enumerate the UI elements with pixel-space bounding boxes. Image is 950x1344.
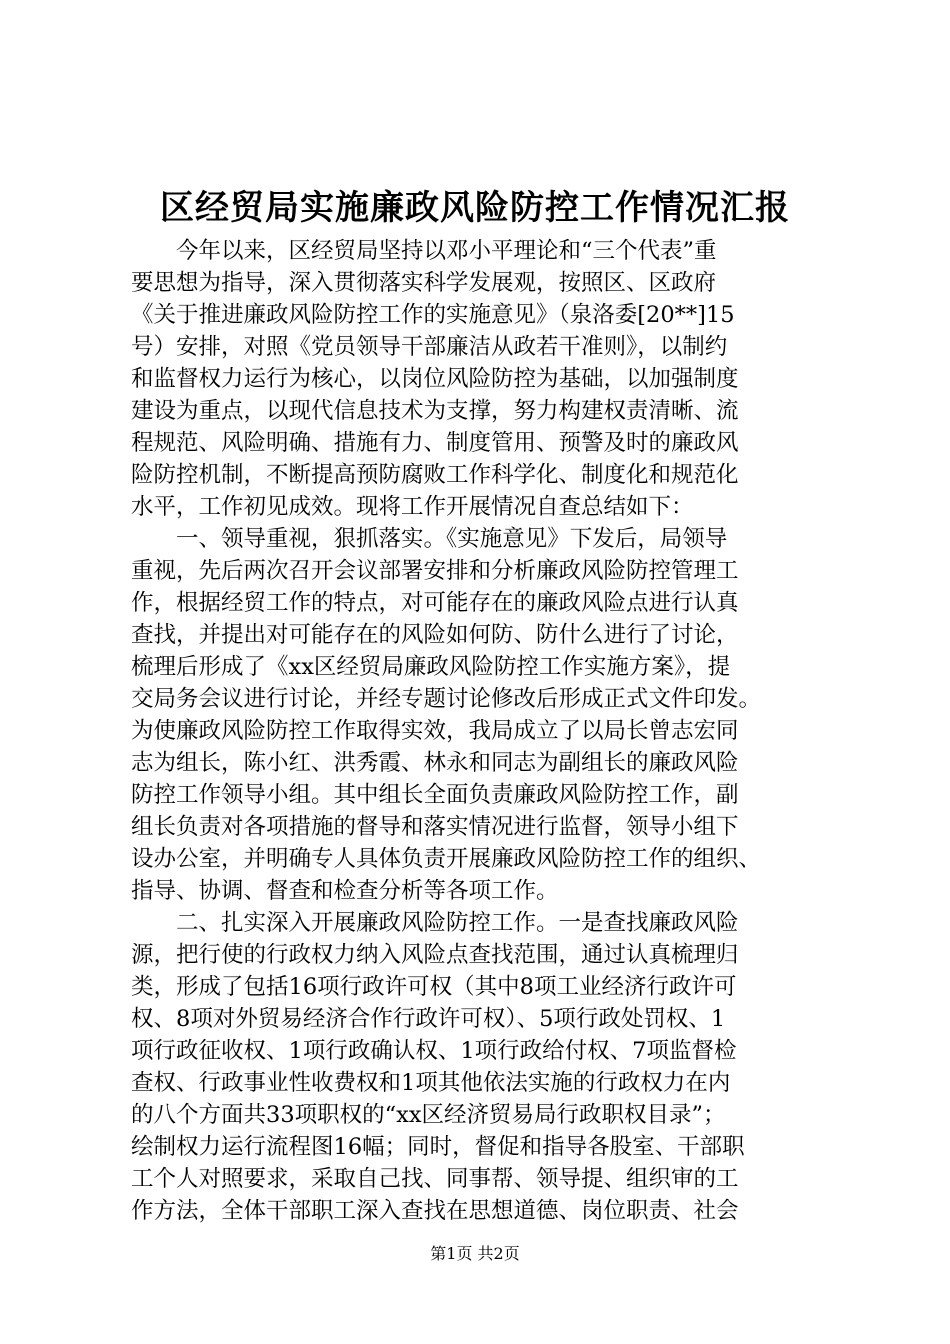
body-line: 绘制权力运行流程图16幅；同时，督促和指导各股室、干部职	[131, 1134, 745, 1160]
body-line: 类，形成了包括16项行政许可权（其中8项工业经济行政许可	[131, 974, 737, 1000]
body-line: 交局务会议进行讨论，并经专题讨论修改后形成正式文件印发。	[131, 686, 762, 712]
body-line: 作方法，全体干部职工深入查找在思想道德、岗位职责、社会	[131, 1198, 739, 1224]
body-line: 程规范、风险明确、措施有力、制度管用、预警及时的廉政风	[131, 430, 739, 456]
body-line: 为使廉政风险防控工作取得实效，我局成立了以局长曾志宏同	[131, 718, 739, 744]
body-line: 二、扎实深入开展廉政风险防控工作。一是查找廉政风险	[131, 910, 739, 936]
body-line: 要思想为指导，深入贯彻落实科学发展观，按照区、区政府	[131, 270, 717, 296]
body-line: 《关于推进廉政风险防控工作的实施意见》（泉洛委[20**]15	[131, 302, 735, 328]
body-line: 查找，并提出对可能存在的风险如何防、防什么进行了讨论，	[131, 622, 739, 648]
body-line: 志为组长，陈小红、洪秀霞、林永和同志为副组长的廉政风险	[131, 750, 739, 776]
body-line: 组长负责对各项措施的督导和落实情况进行监督，领导小组下	[131, 814, 739, 840]
document-title: 区经贸局实施廉政风险防控工作情况汇报	[160, 188, 790, 228]
body-line: 指导、协调、督查和检查分析等各项工作。	[131, 878, 559, 904]
body-line: 和监督权力运行为核心，以岗位风险防控为基础，以加强制度	[131, 366, 739, 392]
body-line: 一、领导重视，狠抓落实。《实施意见》下发后，局领导	[131, 526, 728, 552]
body-line: 号）安排，对照《党员领导干部廉洁从政若干准则》，以制约	[131, 334, 728, 360]
body-line: 水平，工作初见成效。现将工作开展情况自查总结如下：	[131, 494, 694, 520]
body-line: 建设为重点，以现代信息技术为支撑，努力构建权责清晰、流	[131, 398, 739, 424]
body-line: 防控工作领导小组。其中组长全面负责廉政风险防控工作，副	[131, 782, 739, 808]
page-number-footer: 第1页 共2页	[430, 1244, 520, 1263]
body-line: 作，根据经贸工作的特点，对可能存在的廉政风险点进行认真	[131, 590, 739, 616]
body-line: 源，把行使的行政权力纳入风险点查找范围，通过认真梳理归	[131, 942, 739, 968]
body-line: 设办公室，并明确专人具体负责开展廉政风险防控工作的组织、	[131, 846, 762, 872]
body-line: 权、8项对外贸易经济合作行政许可权）、5项行政处罚权、1	[131, 1006, 726, 1032]
body-line: 险防控机制，不断提高预防腐败工作科学化、制度化和规范化	[131, 462, 739, 488]
body-line: 重视，先后两次召开会议部署安排和分析廉政风险防控管理工	[131, 558, 739, 584]
body-line: 今年以来，区经贸局坚持以邓小平理论和“三个代表”重	[131, 238, 717, 264]
body-line: 项行政征收权、1项行政确认权、1项行政给付权、7项监督检	[131, 1038, 737, 1064]
body-line: 查权、行政事业性收费权和1项其他依法实施的行政权力在内	[131, 1070, 731, 1096]
body-line: 梳理后形成了《xx区经贸局廉政风险防控工作实施方案》，提	[131, 654, 731, 680]
body-line: 的八个方面共33项职权的“xx区经济贸易局行政职权目录”；	[131, 1102, 726, 1128]
document-body	[131, 235, 851, 1227]
body-line: 工个人对照要求，采取自己找、同事帮、领导提、组织审的工	[131, 1166, 739, 1192]
